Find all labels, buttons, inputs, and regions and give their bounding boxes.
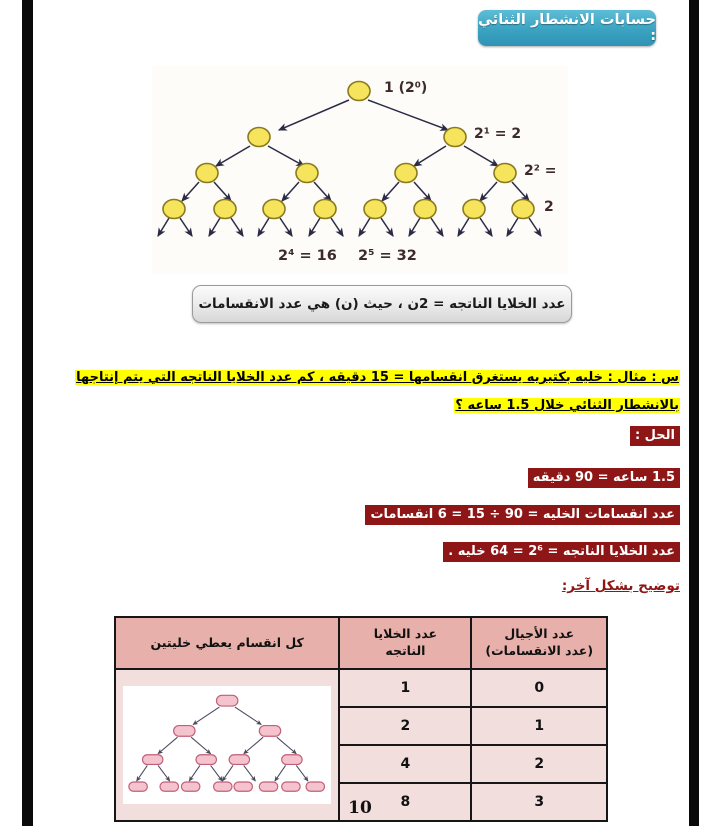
binary-fission-tree-figure (152, 66, 568, 274)
column-header-cells-line2: الناتجه (385, 643, 426, 658)
solution-step-3: عدد الخلايا الناتجه = 2⁶ = 64 خليه . (443, 542, 680, 562)
table-header-row (115, 617, 607, 669)
tree-diagram-svg (152, 66, 568, 274)
example-question (68, 362, 680, 418)
section-title-text: حسابات الانشطار الثنائي : (478, 12, 656, 44)
tree-label-level1: 2¹ = 2 (474, 126, 522, 142)
cell-generations: 2 (471, 745, 607, 783)
scan-edge-outer-left (0, 0, 4, 826)
column-header-cells-line1: عدد الخلايا (373, 626, 438, 642)
cell-cells: 4 (339, 745, 471, 783)
solution-step-2: عدد انقسامات الخليه = 90 ÷ 15 = 6 انقسامات (365, 505, 680, 525)
tree-label-level3: 2 (544, 199, 554, 215)
tree-label-root: 1 (2⁰) (384, 80, 428, 96)
question-line-2: بالانشطار الثنائي خلال 1.5 ساعه ؟ (455, 398, 679, 413)
solution-step-1: 1.5 ساعه = 90 دقيقه (528, 468, 680, 488)
column-header-generations (471, 617, 607, 669)
column-header-figure: كل انقسام يعطي خليتين (115, 617, 339, 669)
column-header-generations-line1: عدد الأجيال (504, 626, 575, 642)
column-header-generations-line2: (عدد الانقسامات) (485, 643, 594, 658)
question-line-1: س : مثال : خليه بكتيريه يستغرق انقسامها = 15 دقيقه ، كم عدد الخلايا الناتجه التي يتم إنتاجها (76, 370, 679, 385)
cell-generations: 3 (471, 783, 607, 821)
solution-label: الحل : (630, 426, 680, 446)
cell-cells: 2 (339, 707, 471, 745)
cell-generations: 0 (471, 669, 607, 707)
tree-label-bottom-left: 2⁴ = 16 (278, 248, 337, 264)
mini-tree-diagram-svg (123, 686, 331, 804)
solution-label-row (630, 424, 680, 446)
section-title-banner (478, 10, 656, 46)
cell-generations: 1 (471, 707, 607, 745)
formula-text: عدد الخلايا الناتجه = 2ن ، حيث (ن) هي عدد الانقسامات (198, 296, 566, 312)
tree-label-bottom-right: 2⁵ = 32 (358, 248, 417, 264)
cell-cells: 1 (339, 669, 471, 707)
table-row (115, 669, 607, 707)
formula-box (192, 285, 572, 323)
scan-edge-left (22, 0, 33, 826)
generations-table (114, 616, 608, 822)
table-head (115, 617, 607, 669)
cell-cells: 8 (339, 783, 471, 821)
alternative-explanation-note: توضيح بشكل آخر: (561, 578, 680, 594)
tree-label-level2: 2² = (524, 163, 557, 179)
column-header-cells (339, 617, 471, 669)
solution-step-2-row (365, 503, 680, 525)
solution-step-1-row (528, 466, 680, 488)
scan-edge-right (689, 0, 699, 826)
solution-step-3-row (443, 540, 680, 562)
page-number: 10 (348, 798, 372, 818)
